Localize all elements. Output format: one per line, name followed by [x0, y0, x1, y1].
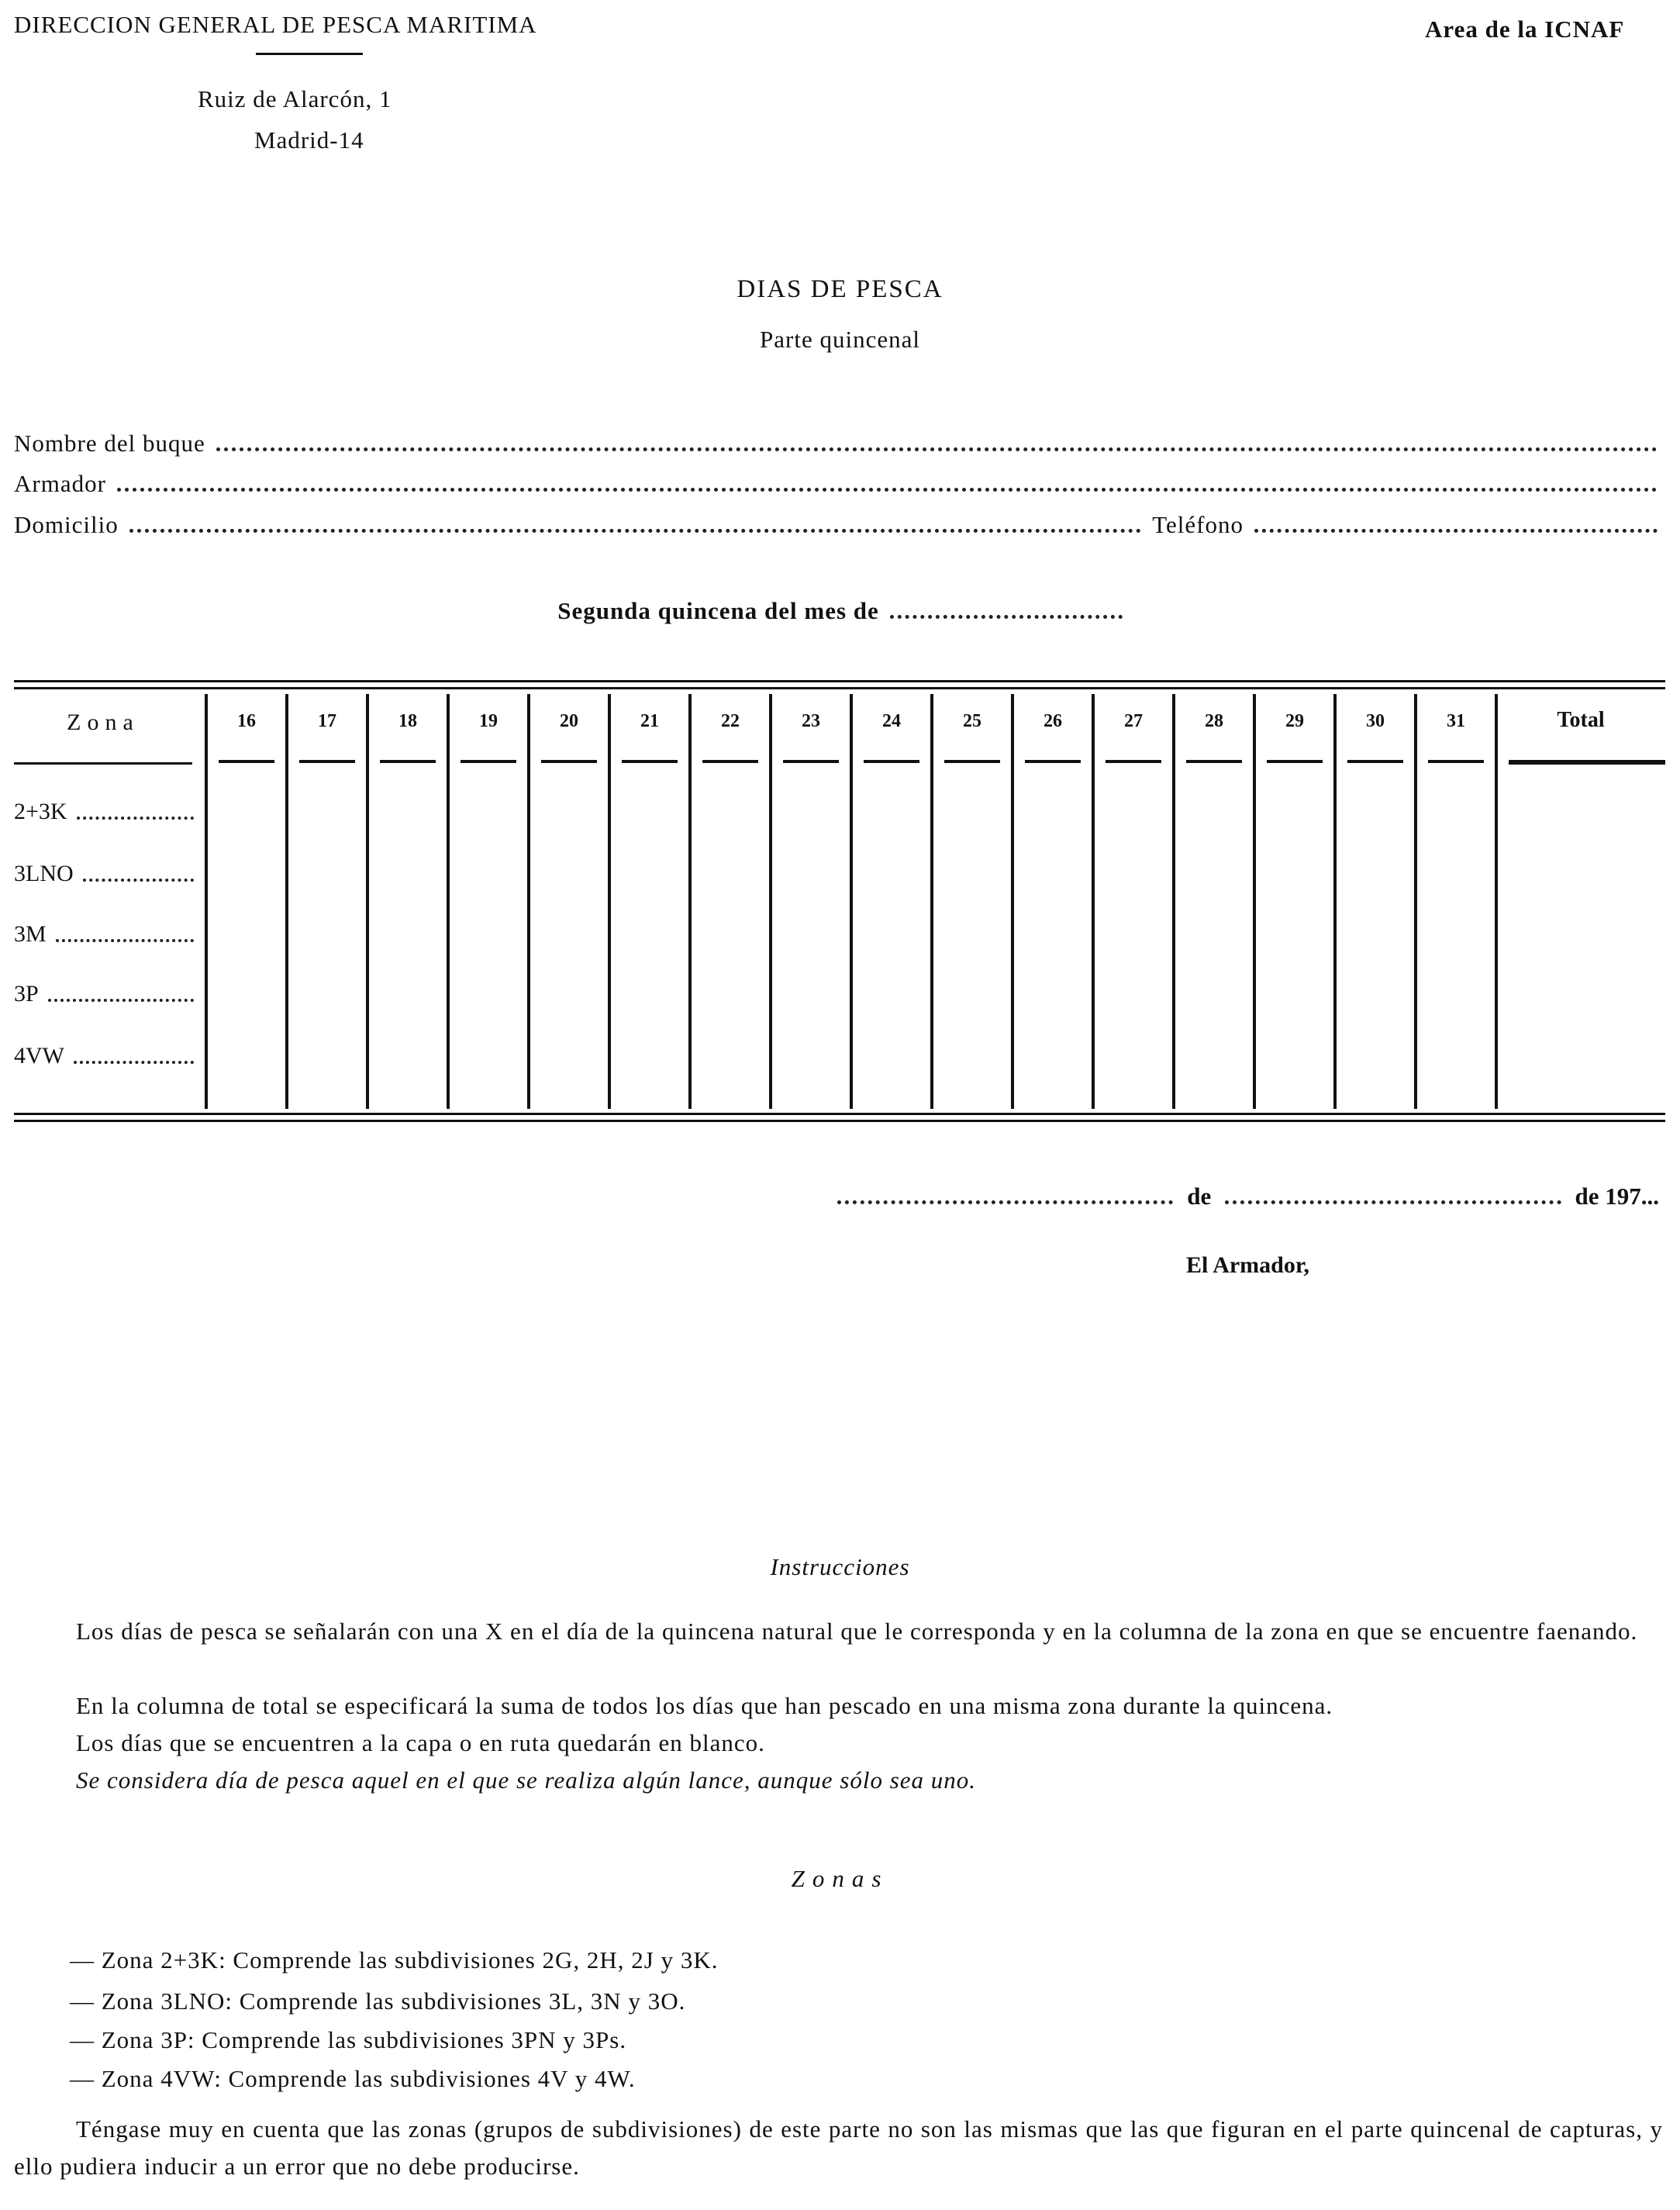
day-header-rule	[783, 760, 839, 763]
table-top-rule-2	[14, 687, 1665, 689]
day-header: 16	[237, 711, 256, 731]
fortnight-label: Segunda quincena del mes de	[557, 597, 879, 624]
zones-title: Zonas	[791, 1865, 889, 1892]
instructions-paragraph-3: Los días que se encuentren a la capa o en ruta quedarán en blanco.	[76, 1729, 765, 1756]
form-subtitle: Parte quincenal	[760, 326, 920, 353]
zone-label: 2+3K	[14, 799, 67, 824]
form-title: DIAS DE PESCA	[737, 275, 943, 303]
day-header: 18	[398, 711, 417, 731]
column-rule	[930, 694, 933, 1109]
zone-row	[14, 861, 194, 887]
zone-column	[14, 694, 192, 1113]
owner-line[interactable]	[117, 488, 1658, 492]
address-label: Domicilio	[14, 511, 119, 538]
year-label: de 197...	[1575, 1183, 1659, 1210]
zone-row	[14, 981, 194, 1007]
place-line[interactable]	[837, 1200, 1173, 1204]
table-bottom-rule	[14, 1113, 1665, 1115]
vessel-name-label: Nombre del buque	[14, 430, 205, 457]
date-field[interactable]	[837, 1183, 1659, 1210]
column-rule	[1092, 694, 1095, 1109]
address-line[interactable]	[129, 529, 1142, 533]
day-header-rule	[219, 760, 274, 763]
header-rule	[256, 53, 363, 55]
day-header-rule	[944, 760, 1000, 763]
column-rule	[1414, 694, 1417, 1109]
zone-label: 3P	[14, 981, 39, 1007]
agency-title: DIRECCION GENERAL DE PESCA MARITIMA	[14, 11, 537, 38]
table-top-rule	[14, 680, 1665, 682]
zone-row	[14, 799, 194, 825]
zone-definition: — Zona 3LNO: Comprende las subdivisiones 3L, 3N y 3O.	[70, 1987, 686, 2015]
day-header-rule	[299, 760, 355, 763]
fortnight-month-line[interactable]	[890, 615, 1123, 619]
day-header: 20	[560, 711, 578, 731]
day-header: 26	[1044, 711, 1062, 731]
day-header: 17	[318, 711, 336, 731]
date-de-label: de	[1187, 1183, 1212, 1210]
zone-label: 4VW	[14, 1043, 64, 1069]
day-header: 27	[1124, 711, 1143, 731]
day-header-rule	[541, 760, 597, 763]
zones-note: Téngase muy en cuenta que las zonas (grupos de subdivisiones) de este parte no son las mismas que las que figuran en el parte quincenal de capturas, y ello pudiera inducir a un error que no debe producirse.	[14, 2115, 1663, 2180]
day-header-rule	[1106, 760, 1161, 763]
zone-row	[14, 921, 194, 948]
day-header: 29	[1285, 711, 1304, 731]
owner-field[interactable]	[14, 467, 1658, 498]
day-header-rule	[702, 760, 758, 763]
signature-label: El Armador,	[1186, 1252, 1309, 1278]
column-rule	[1011, 694, 1014, 1109]
day-header-rule	[1428, 760, 1484, 763]
total-header-rule	[1509, 760, 1665, 765]
day-header: 23	[802, 711, 820, 731]
owner-label: Armador	[14, 470, 106, 497]
zone-row	[14, 1043, 194, 1069]
zone-header: Zona	[67, 710, 140, 735]
column-rule	[850, 694, 853, 1109]
day-header-rule	[864, 760, 919, 763]
vessel-name-field[interactable]	[14, 426, 1658, 458]
month-line[interactable]	[1225, 1200, 1561, 1204]
column-rule	[769, 694, 772, 1109]
zone-definition: — Zona 4VW: Comprende las subdivisiones 4V y 4W.	[70, 2065, 636, 2092]
fortnight-field[interactable]	[0, 597, 1680, 625]
area-title: Area de la ICNAF	[1425, 16, 1625, 43]
column-rule	[1253, 694, 1256, 1109]
table-bottom-rule-2	[14, 1120, 1665, 1122]
zone-header-rule	[14, 762, 192, 765]
day-header-rule	[622, 760, 678, 763]
column-rule	[1172, 694, 1175, 1109]
day-header-rule	[1347, 760, 1403, 763]
day-header: 22	[721, 711, 740, 731]
day-header: 25	[963, 711, 981, 731]
instructions-title: Instrucciones	[770, 1553, 910, 1580]
zone-definition: — Zona 2+3K: Comprende las subdivisiones 2G, 2H, 2J y 3K.	[70, 1946, 719, 1973]
day-header: 28	[1205, 711, 1223, 731]
phone-label: Teléfono	[1152, 511, 1244, 538]
vessel-name-line[interactable]	[216, 447, 1658, 451]
day-header: 21	[640, 711, 659, 731]
column-rule	[1495, 694, 1498, 1109]
day-header-rule	[1267, 760, 1323, 763]
day-header: 19	[479, 711, 498, 731]
column-rule	[285, 694, 288, 1109]
column-rule	[1333, 694, 1337, 1109]
column-rule	[688, 694, 692, 1109]
zone-label: 3LNO	[14, 861, 74, 886]
column-rule	[608, 694, 611, 1109]
zone-definition: — Zona 3P: Comprende las subdivisiones 3PN y 3Ps.	[70, 2026, 627, 2053]
column-rule	[205, 694, 208, 1109]
day-header-rule	[1025, 760, 1081, 763]
instructions-paragraph-1: Los días de pesca se señalarán con una X en el día de la quincena natural que le corresponda y en la columna de la zona en que se encuentre faenando.	[76, 1618, 1638, 1645]
column-rule	[366, 694, 369, 1109]
total-header: Total	[1557, 708, 1605, 732]
phone-line[interactable]	[1254, 529, 1658, 533]
day-header: 30	[1366, 711, 1385, 731]
address-field[interactable]	[14, 508, 1658, 539]
day-header: 24	[882, 711, 901, 731]
instructions-paragraph-2: En la columna de total se especificará la suma de todos los días que han pescado en una misma zona durante la quincena.	[76, 1692, 1333, 1719]
address-city: Madrid-14	[254, 126, 364, 154]
zone-label: 3M	[14, 921, 47, 947]
day-header-rule	[1186, 760, 1242, 763]
day-header-rule	[380, 760, 436, 763]
fishing-days-table	[14, 694, 1665, 1113]
day-header-rule	[461, 760, 516, 763]
column-rule	[447, 694, 450, 1109]
column-rule	[527, 694, 530, 1109]
day-header: 31	[1447, 711, 1465, 731]
address-street: Ruiz de Alarcón, 1	[198, 85, 392, 112]
instructions-paragraph-4: Se considera día de pesca aquel en el que se realiza algún lance, aunque sólo sea uno.	[76, 1766, 977, 1794]
